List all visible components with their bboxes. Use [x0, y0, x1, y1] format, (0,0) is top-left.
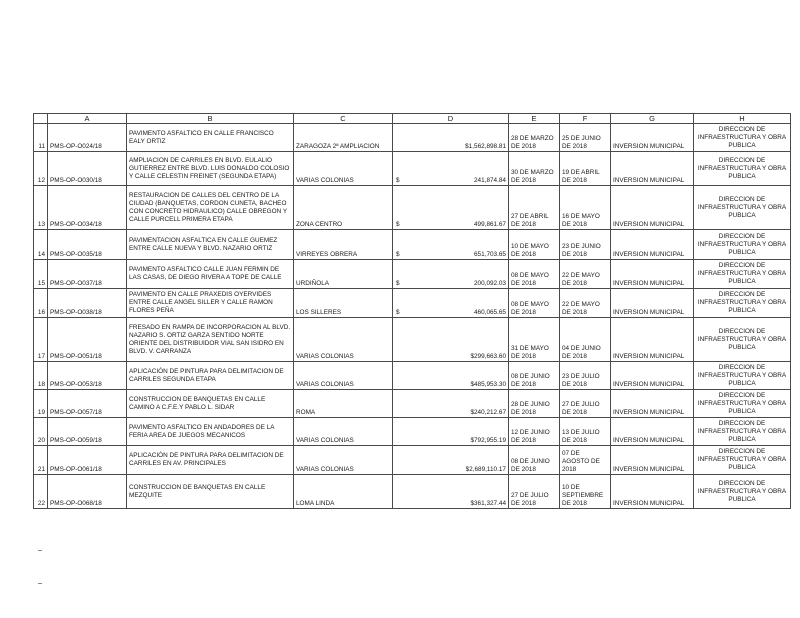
contract-code[interactable]: PMS-OP-O034/18 [48, 186, 127, 230]
location[interactable]: LOMA LINDA [294, 475, 393, 509]
start-date[interactable]: 08 DE JUNIO DE 2018 [509, 446, 560, 475]
scan-speck [38, 550, 42, 551]
funding-source[interactable]: INVERSION MUNICIPAL [611, 318, 694, 362]
column-header-row [34, 114, 791, 124]
end-date[interactable]: 19 DE ABRIL DE 2018 [560, 152, 611, 186]
scan-speck [38, 583, 42, 584]
contract-code[interactable]: PMS-OP-O051/18 [48, 318, 127, 362]
contract-code[interactable]: PMS-OP-O038/18 [48, 289, 127, 318]
amount-value: 200,092.03 [474, 280, 506, 287]
work-description[interactable]: PAVIMENTO EN CALLE PRAXEDIS OYERVIDES ENTRE CALLE ANGEL SILLER Y CALLE RAMON FLORES PEÑA [127, 289, 294, 318]
start-date[interactable]: 27 DE JULIO DE 2018 [509, 475, 560, 509]
work-description[interactable]: PAVIMENTO ASFALTICO EN ANDADORES DE LA FERIA AREA DE JUEGOS MECANICOS [127, 418, 294, 446]
column-header-d[interactable]: D [393, 114, 509, 124]
row-number[interactable]: 19 [34, 390, 48, 418]
work-description[interactable]: CONSTRUCCION DE BANQUETAS EN CALLE CAMINO A C.F.E.Y PABLO L. SIDAR [127, 390, 294, 418]
row-number[interactable]: 18 [34, 362, 48, 390]
amount-value: 651,703.65 [474, 251, 506, 258]
contract-code[interactable]: PMS-OP-O037/18 [48, 260, 127, 289]
department[interactable]: DIRECCION DE INFRAESTRUCTURA Y OBRA PUBLICA [694, 289, 791, 318]
location[interactable]: VARIAS COLONIAS [294, 318, 393, 362]
end-date[interactable]: 22 DE MAYO DE 2018 [560, 289, 611, 318]
corner-cell[interactable] [34, 114, 48, 124]
amount-value: $1,562,898.81 [465, 143, 506, 150]
start-date[interactable]: 31 DE MAYO DE 2018 [509, 318, 560, 362]
amount-cell[interactable] [393, 124, 509, 152]
row-number[interactable]: 22 [34, 475, 48, 509]
table-row [34, 230, 791, 260]
funding-source[interactable]: INVERSION MUNICIPAL [611, 418, 694, 446]
end-date[interactable]: 27 DE JULIO DE 2018 [560, 390, 611, 418]
row-number[interactable]: 12 [34, 152, 48, 186]
department[interactable]: DIRECCION DE INFRAESTRUCTURA Y OBRA PUBLICA [694, 124, 791, 152]
funding-source[interactable]: INVERSION MUNICIPAL [611, 186, 694, 230]
department[interactable]: DIRECCION DE INFRAESTRUCTURA Y OBRA PUBLICA [694, 230, 791, 260]
table-row [34, 152, 791, 186]
department[interactable]: DIRECCION DE INFRAESTRUCTURA Y OBRA PUBLICA [694, 318, 791, 362]
start-date[interactable]: 10 DE MAYO DE 2018 [509, 230, 560, 260]
location[interactable]: VARIAS COLONIAS [294, 446, 393, 475]
amount-value: $792,955.19 [470, 437, 506, 444]
funding-source[interactable]: INVERSION MUNICIPAL [611, 260, 694, 289]
row-number[interactable]: 20 [34, 418, 48, 446]
amount-cell[interactable] [393, 152, 509, 186]
start-date[interactable]: 28 DE JUNIO DE 2018 [509, 390, 560, 418]
start-date[interactable]: 08 DE JUNIO DE 2018 [509, 362, 560, 390]
row-number[interactable]: 21 [34, 446, 48, 475]
location[interactable]: URDIÑOLA [294, 260, 393, 289]
table-row [34, 362, 791, 390]
amount-cell[interactable] [393, 362, 509, 390]
department[interactable]: DIRECCION DE INFRAESTRUCTURA Y OBRA PUBLICA [694, 475, 791, 509]
amount-cell[interactable] [393, 446, 509, 475]
start-date[interactable]: 28 DE MARZO DE 2018 [509, 124, 560, 152]
amount-cell[interactable] [393, 318, 509, 362]
work-description[interactable]: PAVIMENTACION ASFALTICA EN CALLE GUEMEZ ENTRE CALLE NUEVA Y BLVD. NAZARIO ORTIZ [127, 230, 294, 260]
contract-code[interactable]: PMS-OP-O057/18 [48, 390, 127, 418]
department[interactable]: DIRECCION DE INFRAESTRUCTURA Y OBRA PUBLICA [694, 186, 791, 230]
column-header-c[interactable]: C [294, 114, 393, 124]
amount-cell[interactable] [393, 418, 509, 446]
currency-symbol: $ [396, 251, 400, 258]
contract-code[interactable]: PMS-OP-O035/18 [48, 230, 127, 260]
currency-symbol: $ [396, 177, 400, 184]
column-header-f[interactable]: F [560, 114, 611, 124]
location[interactable]: VIRREYES OBRERA [294, 230, 393, 260]
table-row [34, 289, 791, 318]
row-number[interactable]: 13 [34, 186, 48, 230]
department[interactable]: DIRECCION DE INFRAESTRUCTURA Y OBRA PUBLICA [694, 260, 791, 289]
department[interactable]: DIRECCION DE INFRAESTRUCTURA Y OBRA PUBLICA [694, 362, 791, 390]
end-date[interactable]: 23 DE JULIO DE 2018 [560, 362, 611, 390]
work-description[interactable]: PAVIMENTO ASFALTICO EN CALLE FRANCISCO EALY ORTIZ [127, 124, 294, 152]
row-number[interactable]: 14 [34, 230, 48, 260]
location[interactable]: VARIAS COLONIAS [294, 152, 393, 186]
end-date[interactable]: 16 DE MAYO DE 2018 [560, 186, 611, 230]
table-row [34, 318, 791, 362]
start-date[interactable]: 30 DE MARZO DE 2018 [509, 152, 560, 186]
amount-cell[interactable] [393, 230, 509, 260]
end-date[interactable]: 25 DE JUNIO DE 2018 [560, 124, 611, 152]
start-date[interactable]: 27 DE ABRIL DE 2018 [509, 186, 560, 230]
funding-source[interactable]: INVERSION MUNICIPAL [611, 390, 694, 418]
table-row [34, 390, 791, 418]
currency-symbol: $ [396, 221, 400, 228]
department[interactable]: DIRECCION DE INFRAESTRUCTURA Y OBRA PUBLICA [694, 418, 791, 446]
amount-value: $485,953.30 [470, 381, 506, 388]
end-date[interactable]: 04 DE JUNIO DE 2018 [560, 318, 611, 362]
location[interactable]: VARIAS COLONIAS [294, 362, 393, 390]
funding-source[interactable]: INVERSION MUNICIPAL [611, 230, 694, 260]
amount-value: 460,065.65 [474, 309, 506, 316]
funding-source[interactable]: INVERSION MUNICIPAL [611, 152, 694, 186]
contract-code[interactable]: PMS-OP-O068/18 [48, 475, 127, 509]
start-date[interactable]: 08 DE MAYO DE 2018 [509, 289, 560, 318]
work-description[interactable]: PAVIMENTO ASFALTICO CALLE JUAN FERMIN DE LAS CASAS, DE DIEGO RIVERA A TOPE DE CALLE [127, 260, 294, 289]
amount-cell[interactable] [393, 475, 509, 509]
column-header-h[interactable]: H [694, 114, 791, 124]
column-header-g[interactable]: G [611, 114, 694, 124]
funding-source[interactable]: INVERSION MUNICIPAL [611, 124, 694, 152]
location[interactable]: ROMA [294, 390, 393, 418]
amount-value: $299,663.60 [470, 353, 506, 360]
work-description[interactable]: CONSTRUCCION DE BANQUETAS EN CALLE MEZQUITE [127, 475, 294, 509]
table-row [34, 446, 791, 475]
location[interactable]: LOS SILLERES [294, 289, 393, 318]
amount-cell[interactable] [393, 260, 509, 289]
department[interactable]: DIRECCION DE INFRAESTRUCTURA Y OBRA PUBLICA [694, 390, 791, 418]
table-row [34, 186, 791, 230]
work-description[interactable]: APLICACIÓN DE PINTURA PARA DELIMITACION DE CARRILES SEGUNDA ETAPA [127, 362, 294, 390]
table-row [34, 124, 791, 152]
end-date[interactable]: 10 DE SEPTIEMBRE DE 2018 [560, 475, 611, 509]
funding-source[interactable]: INVERSION MUNICIPAL [611, 475, 694, 509]
location[interactable]: VARIAS COLONIAS [294, 418, 393, 446]
currency-symbol: $ [396, 280, 400, 287]
start-date[interactable]: 12 DE JUNIO DE 2018 [509, 418, 560, 446]
department[interactable]: DIRECCION DE INFRAESTRUCTURA Y OBRA PUBLICA [694, 446, 791, 475]
work-description[interactable]: FRESADO EN RAMPA DE INCORPORACION AL BLVD. NAZARIO S. ORTIZ GARZA SENTIDO NORTE ORIENTE DEL DISTRIBUIDOR VIAL SAN ISIDRO EN BLVD. V. CARRANZA [127, 318, 294, 362]
currency-symbol: $ [396, 309, 400, 316]
amount-cell[interactable] [393, 186, 509, 230]
amount-value: $361,327.44 [470, 500, 506, 507]
end-date[interactable]: 07 DE AGOSTO DE 2018 [560, 446, 611, 475]
amount-cell[interactable] [393, 390, 509, 418]
table-row [34, 475, 791, 509]
funding-source[interactable]: INVERSION MUNICIPAL [611, 446, 694, 475]
contract-code[interactable]: PMS-OP-O030/18 [48, 152, 127, 186]
work-description[interactable]: AMPLIACION DE CARRILES EN BLVD. EULALIO GUTIERREZ ENTRE BLVD. LUIS DONALDO COLOSIO Y CALLE CELESTIN FREINET (SEGUNDA ETAPA) [127, 152, 294, 186]
table-row [34, 418, 791, 446]
table-row [34, 260, 791, 289]
amount-value: $240,212.67 [470, 409, 506, 416]
contract-code[interactable]: PMS-OP-O024/18 [48, 124, 127, 152]
amount-cell[interactable] [393, 289, 509, 318]
funding-source[interactable]: INVERSION MUNICIPAL [611, 362, 694, 390]
location[interactable]: ZONA CENTRO [294, 186, 393, 230]
end-date[interactable]: 13 DE JULIO DE 2018 [560, 418, 611, 446]
spreadsheet-table [33, 113, 791, 509]
column-header-e[interactable]: E [509, 114, 560, 124]
amount-value: $2,689,110.17 [465, 466, 506, 473]
row-number[interactable]: 17 [34, 318, 48, 362]
work-description[interactable]: APLICACIÓN DE PINTURA PARA DELIMITACION DE CARRILES EN AV. PRINCIPALES [127, 446, 294, 475]
work-description[interactable]: RESTAURACION DE CALLES DEL CENTRO DE LA CIUDAD (BANQUETAS, CORDON CUNETA, BACHEO CON CONCRETO HIDRAULICO) CALLE OBREGON Y CALLE PURCELL PRIMERA ETAPA [127, 186, 294, 230]
row-number[interactable]: 11 [34, 124, 48, 152]
row-number[interactable]: 16 [34, 289, 48, 318]
row-number[interactable]: 15 [34, 260, 48, 289]
location[interactable]: ZARAGOZA 2ª AMPLIACION [294, 124, 393, 152]
end-date[interactable]: 22 DE MAYO DE 2018 [560, 260, 611, 289]
department[interactable]: DIRECCION DE INFRAESTRUCTURA Y OBRA PUBLICA [694, 152, 791, 186]
amount-value: 241,874.84 [474, 177, 506, 184]
end-date[interactable]: 23 DE JUNIO DE 2018 [560, 230, 611, 260]
start-date[interactable]: 08 DE MAYO DE 2018 [509, 260, 560, 289]
contract-code[interactable]: PMS-OP-O053/18 [48, 362, 127, 390]
contract-code[interactable]: PMS-OP-O059/18 [48, 418, 127, 446]
amount-value: 499,861.67 [474, 221, 506, 228]
contract-code[interactable]: PMS-OP-O061/18 [48, 446, 127, 475]
column-header-b[interactable]: B [127, 114, 294, 124]
column-header-a[interactable]: A [48, 114, 127, 124]
funding-source[interactable]: INVERSION MUNICIPAL [611, 289, 694, 318]
